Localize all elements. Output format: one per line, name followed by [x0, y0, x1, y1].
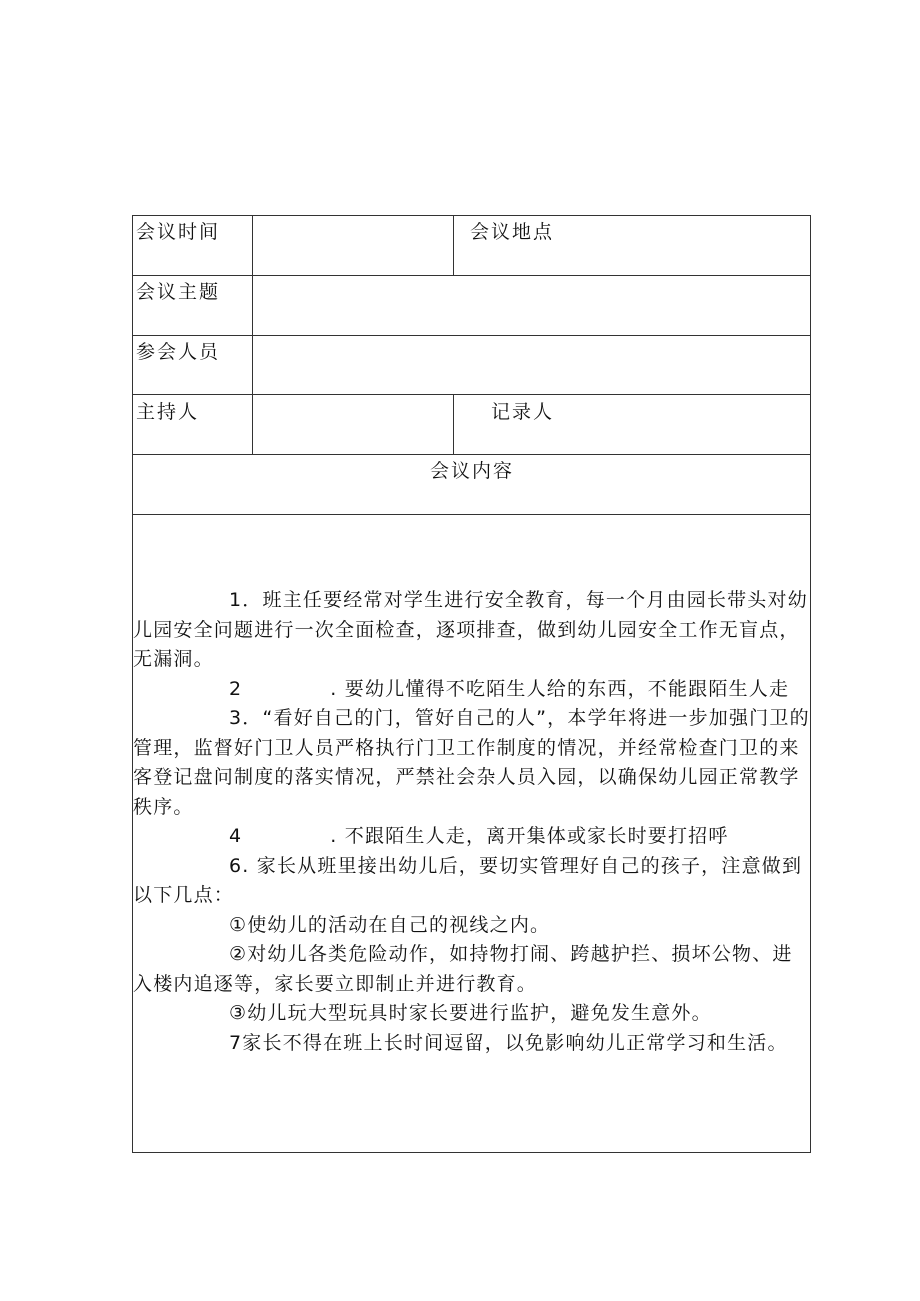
content-sub-item-2: ②对幼儿各类危险动作，如持物打闹、跨越护拦、损坏公物、进入楼内追逐等，家长要立即制止并进行教育。 — [133, 943, 793, 995]
column-divider — [453, 394, 454, 454]
host-label: 主持人 — [136, 401, 200, 423]
row-divider — [133, 275, 810, 276]
item-2-number: 2 — [229, 677, 243, 700]
content-item-6: 6. 家长从班里接出幼儿后，要切实管理好自己的孩子，注意做到以下几点： — [133, 854, 803, 906]
content-item-3: 3．“看好自己的门，管好自己的人”，本学年将进一步加强门卫的管理，监督好门卫人员严格执行门卫工作制度的情况，并经常检查门卫的来客登记盘问制度的落实情况，严禁社会杂人员入园，以确保幼儿园正常教学秩序。 — [133, 707, 810, 818]
content-item-7: 7家长不得在班上长时间逗留，以免影响幼儿正常学习和生活。 — [229, 1031, 788, 1054]
content-sub-item-3: ③幼儿玩大型玩具时家长要进行监护，避免发生意外。 — [229, 1002, 712, 1024]
meeting-record-form — [132, 215, 811, 1153]
content-sub-item-1: ①使幼儿的活动在自己的视线之内。 — [229, 913, 551, 936]
item-4-text: . 不跟陌生人走，离开集体或家长时要打招呼 — [330, 825, 729, 847]
content-item-4 — [133, 822, 812, 852]
meeting-content-body — [133, 586, 812, 1058]
row-divider — [133, 394, 810, 395]
content-item-2 — [133, 675, 812, 705]
row-divider — [133, 335, 810, 336]
item-4-number: 4 — [229, 825, 243, 847]
item-2-text: . 要幼儿懂得不吃陌生人给的东西，不能跟陌生人走 — [330, 677, 790, 700]
meeting-time-label: 会议时间 — [136, 221, 221, 243]
meeting-location-label: 会议地点 — [470, 221, 555, 243]
row-divider — [133, 454, 810, 455]
meeting-topic-label: 会议主题 — [136, 281, 221, 303]
recorder-label: 记录人 — [491, 401, 555, 423]
row-divider — [133, 514, 810, 515]
column-divider — [252, 216, 253, 454]
meeting-content-header: 会议内容 — [430, 460, 515, 482]
attendees-label: 参会人员 — [136, 341, 221, 363]
content-item-1: 1．班主任要经常对学生进行安全教育，每一个月由园长带头对幼儿园安全问题进行一次全面检查，逐项排查，做到幼儿园安全工作无盲点，无漏洞。 — [133, 589, 808, 670]
column-divider — [453, 216, 454, 275]
